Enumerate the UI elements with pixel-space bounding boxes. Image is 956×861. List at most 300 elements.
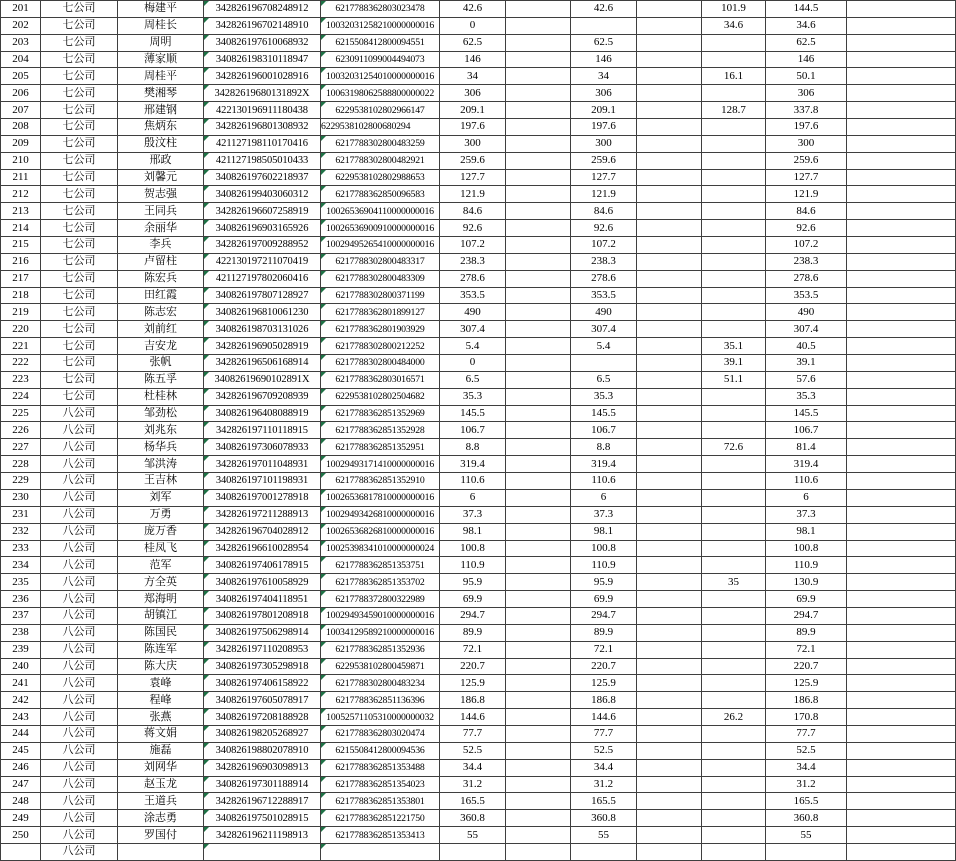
name-cell[interactable]: 杨华兵 (118, 439, 204, 456)
bank-account-cell[interactable]: 10026536904110000000016 (321, 203, 440, 220)
row-number-cell[interactable]: 238 (1, 624, 41, 641)
blank-cell[interactable] (506, 135, 571, 152)
id-number-cell[interactable]: 340826198310118947 (204, 51, 321, 68)
total-amount-cell[interactable]: 52.5 (766, 742, 847, 759)
amount2-cell[interactable]: 106.7 (571, 422, 637, 439)
blank-cell[interactable] (847, 641, 956, 658)
total-amount-cell[interactable]: 353.5 (766, 287, 847, 304)
company-cell[interactable]: 八公司 (41, 827, 118, 844)
row-number-cell[interactable]: 215 (1, 237, 41, 254)
company-cell[interactable]: 七公司 (41, 270, 118, 287)
amount3-cell[interactable] (702, 557, 766, 574)
amount1-cell[interactable]: 72.1 (440, 641, 506, 658)
row-number-cell[interactable]: 202 (1, 17, 41, 34)
amount3-cell[interactable]: 51.1 (702, 371, 766, 388)
blank-cell[interactable] (506, 523, 571, 540)
amount2-cell[interactable]: 360.8 (571, 810, 637, 827)
total-amount-cell[interactable]: 84.6 (766, 203, 847, 220)
blank-cell[interactable] (506, 827, 571, 844)
bank-account-cell[interactable]: 6217788302800371199 (321, 287, 440, 304)
row-number-cell[interactable]: 210 (1, 152, 41, 169)
blank-cell[interactable] (637, 607, 702, 624)
amount3-cell[interactable] (702, 843, 766, 860)
name-cell[interactable]: 余丽华 (118, 220, 204, 237)
amount1-cell[interactable]: 110.6 (440, 473, 506, 490)
blank-cell[interactable] (506, 422, 571, 439)
company-cell[interactable]: 八公司 (41, 776, 118, 793)
amount3-cell[interactable] (702, 810, 766, 827)
name-cell[interactable]: 张帆 (118, 355, 204, 372)
blank-cell[interactable] (506, 388, 571, 405)
blank-cell[interactable] (506, 658, 571, 675)
bank-account-cell[interactable] (321, 843, 440, 860)
amount2-cell[interactable]: 5.4 (571, 338, 637, 355)
bank-account-cell[interactable]: 6217788362851353801 (321, 793, 440, 810)
row-number-cell[interactable]: 229 (1, 473, 41, 490)
bank-account-cell[interactable]: 6217788362850096583 (321, 186, 440, 203)
blank-cell[interactable] (637, 85, 702, 102)
id-number-cell[interactable]: 421127198110170416 (204, 135, 321, 152)
blank-cell[interactable] (847, 725, 956, 742)
blank-cell[interactable] (506, 51, 571, 68)
id-number-cell[interactable]: 340826197602218937 (204, 169, 321, 186)
total-amount-cell[interactable]: 220.7 (766, 658, 847, 675)
blank-cell[interactable] (847, 1, 956, 18)
amount2-cell[interactable]: 125.9 (571, 675, 637, 692)
blank-cell[interactable] (506, 253, 571, 270)
amount3-cell[interactable] (702, 34, 766, 51)
bank-account-cell[interactable]: 10026536826810000000016 (321, 523, 440, 540)
name-cell[interactable]: 陈五孚 (118, 371, 204, 388)
blank-cell[interactable] (637, 34, 702, 51)
total-amount-cell[interactable]: 110.6 (766, 473, 847, 490)
amount1-cell[interactable]: 37.3 (440, 506, 506, 523)
blank-cell[interactable] (847, 709, 956, 726)
bank-account-cell[interactable]: 6229538102800680294 (321, 119, 440, 136)
blank-cell[interactable] (637, 776, 702, 793)
bank-account-cell[interactable]: 6217788372800322989 (321, 591, 440, 608)
amount3-cell[interactable] (702, 759, 766, 776)
amount1-cell[interactable]: 35.3 (440, 388, 506, 405)
row-number-cell[interactable]: 227 (1, 439, 41, 456)
id-number-cell[interactable]: 342826196610028954 (204, 540, 321, 557)
name-cell[interactable]: 王吉林 (118, 473, 204, 490)
amount2-cell[interactable]: 490 (571, 304, 637, 321)
amount3-cell[interactable]: 101.9 (702, 1, 766, 18)
bank-account-cell[interactable]: 6217788362803023478 (321, 1, 440, 18)
company-cell[interactable]: 八公司 (41, 591, 118, 608)
id-number-cell[interactable]: 340826197605078917 (204, 692, 321, 709)
blank-cell[interactable] (506, 456, 571, 473)
blank-cell[interactable] (506, 405, 571, 422)
total-amount-cell[interactable]: 50.1 (766, 68, 847, 85)
amount2-cell[interactable]: 100.8 (571, 540, 637, 557)
total-amount-cell[interactable]: 34.6 (766, 17, 847, 34)
blank-cell[interactable] (637, 422, 702, 439)
name-cell[interactable]: 罗国付 (118, 827, 204, 844)
amount1-cell[interactable]: 186.8 (440, 692, 506, 709)
amount1-cell[interactable]: 127.7 (440, 169, 506, 186)
name-cell[interactable]: 焦炳东 (118, 119, 204, 136)
amount1-cell[interactable]: 353.5 (440, 287, 506, 304)
total-amount-cell[interactable]: 100.8 (766, 540, 847, 557)
amount1-cell[interactable]: 125.9 (440, 675, 506, 692)
blank-cell[interactable] (847, 523, 956, 540)
amount1-cell[interactable]: 294.7 (440, 607, 506, 624)
id-number-cell[interactable]: 342826196712288917 (204, 793, 321, 810)
bank-account-cell[interactable]: 6217788302800483259 (321, 135, 440, 152)
amount2-cell[interactable]: 165.5 (571, 793, 637, 810)
blank-cell[interactable] (637, 237, 702, 254)
row-number-cell[interactable]: 243 (1, 709, 41, 726)
bank-account-cell[interactable]: 6217788362801903929 (321, 321, 440, 338)
blank-cell[interactable] (506, 237, 571, 254)
row-number-cell[interactable]: 221 (1, 338, 41, 355)
amount1-cell[interactable]: 238.3 (440, 253, 506, 270)
blank-cell[interactable] (637, 119, 702, 136)
amount3-cell[interactable] (702, 607, 766, 624)
row-number-cell[interactable]: 205 (1, 68, 41, 85)
amount3-cell[interactable]: 34.6 (702, 17, 766, 34)
amount3-cell[interactable] (702, 827, 766, 844)
amount2-cell[interactable]: 55 (571, 827, 637, 844)
id-number-cell[interactable]: 342826196708248912 (204, 1, 321, 18)
name-cell[interactable]: 程峰 (118, 692, 204, 709)
amount2-cell[interactable]: 8.8 (571, 439, 637, 456)
amount1-cell[interactable]: 121.9 (440, 186, 506, 203)
bank-account-cell[interactable]: 10032031258210000000016 (321, 17, 440, 34)
amount2-cell[interactable]: 31.2 (571, 776, 637, 793)
blank-cell[interactable] (847, 489, 956, 506)
total-amount-cell[interactable]: 121.9 (766, 186, 847, 203)
amount3-cell[interactable] (702, 169, 766, 186)
name-cell[interactable]: 陈志宏 (118, 304, 204, 321)
amount1-cell[interactable]: 145.5 (440, 405, 506, 422)
amount1-cell[interactable]: 8.8 (440, 439, 506, 456)
blank-cell[interactable] (847, 742, 956, 759)
row-number-cell[interactable]: 231 (1, 506, 41, 523)
amount1-cell[interactable]: 197.6 (440, 119, 506, 136)
blank-cell[interactable] (637, 506, 702, 523)
name-cell[interactable]: 殷汶柱 (118, 135, 204, 152)
company-cell[interactable]: 八公司 (41, 473, 118, 490)
blank-cell[interactable] (637, 641, 702, 658)
row-number-cell[interactable]: 237 (1, 607, 41, 624)
blank-cell[interactable] (506, 439, 571, 456)
row-number-cell[interactable]: 223 (1, 371, 41, 388)
blank-cell[interactable] (847, 34, 956, 51)
blank-cell[interactable] (847, 658, 956, 675)
blank-cell[interactable] (847, 119, 956, 136)
company-cell[interactable]: 八公司 (41, 439, 118, 456)
total-amount-cell[interactable]: 197.6 (766, 119, 847, 136)
amount3-cell[interactable] (702, 220, 766, 237)
total-amount-cell[interactable]: 89.9 (766, 624, 847, 641)
company-cell[interactable]: 七公司 (41, 34, 118, 51)
amount3-cell[interactable] (702, 776, 766, 793)
total-amount-cell[interactable]: 337.8 (766, 102, 847, 119)
id-number-cell[interactable]: 340826197001278918 (204, 489, 321, 506)
id-number-cell[interactable]: 421127197802060416 (204, 270, 321, 287)
row-number-cell[interactable]: 220 (1, 321, 41, 338)
company-cell[interactable]: 七公司 (41, 338, 118, 355)
name-cell[interactable]: 庞万香 (118, 523, 204, 540)
id-number-cell[interactable]: 340826197501028915 (204, 810, 321, 827)
row-number-cell[interactable]: 207 (1, 102, 41, 119)
blank-cell[interactable] (506, 68, 571, 85)
blank-cell[interactable] (847, 338, 956, 355)
blank-cell[interactable] (637, 321, 702, 338)
bank-account-cell[interactable]: 6217788362851352969 (321, 405, 440, 422)
total-amount-cell[interactable]: 300 (766, 135, 847, 152)
blank-cell[interactable] (506, 220, 571, 237)
bank-account-cell[interactable]: 10026536817810000000016 (321, 489, 440, 506)
name-cell[interactable]: 邹劲松 (118, 405, 204, 422)
amount3-cell[interactable] (702, 287, 766, 304)
row-number-cell[interactable]: 213 (1, 203, 41, 220)
company-cell[interactable]: 七公司 (41, 152, 118, 169)
bank-account-cell[interactable]: 10034129589210000000016 (321, 624, 440, 641)
bank-account-cell[interactable]: 6230911099004494073 (321, 51, 440, 68)
amount2-cell[interactable]: 197.6 (571, 119, 637, 136)
company-cell[interactable]: 八公司 (41, 793, 118, 810)
amount3-cell[interactable] (702, 473, 766, 490)
row-number-cell[interactable]: 245 (1, 742, 41, 759)
bank-account-cell[interactable]: 6217788302800212252 (321, 338, 440, 355)
company-cell[interactable]: 七公司 (41, 51, 118, 68)
company-cell[interactable]: 七公司 (41, 355, 118, 372)
blank-cell[interactable] (506, 102, 571, 119)
row-number-cell[interactable]: 222 (1, 355, 41, 372)
bank-account-cell[interactable]: 6217788362851352910 (321, 473, 440, 490)
row-number-cell[interactable]: 226 (1, 422, 41, 439)
amount1-cell[interactable]: 0 (440, 17, 506, 34)
total-amount-cell[interactable]: 40.5 (766, 338, 847, 355)
blank-cell[interactable] (637, 405, 702, 422)
row-number-cell[interactable]: 241 (1, 675, 41, 692)
blank-cell[interactable] (847, 506, 956, 523)
amount2-cell[interactable]: 121.9 (571, 186, 637, 203)
bank-account-cell[interactable]: 10052571105310000000032 (321, 709, 440, 726)
blank-cell[interactable] (847, 843, 956, 860)
amount2-cell[interactable]: 107.2 (571, 237, 637, 254)
bank-account-cell[interactable]: 6229538102802966147 (321, 102, 440, 119)
id-number-cell[interactable]: 340826197305298918 (204, 658, 321, 675)
blank-cell[interactable] (506, 355, 571, 372)
amount2-cell[interactable]: 319.4 (571, 456, 637, 473)
blank-cell[interactable] (506, 810, 571, 827)
amount2-cell[interactable]: 35.3 (571, 388, 637, 405)
id-number-cell[interactable]: 340826197506298914 (204, 624, 321, 641)
amount2-cell[interactable]: 37.3 (571, 506, 637, 523)
blank-cell[interactable] (847, 169, 956, 186)
company-cell[interactable]: 八公司 (41, 456, 118, 473)
amount3-cell[interactable] (702, 489, 766, 506)
id-number-cell[interactable]: 340826197208188928 (204, 709, 321, 726)
blank-cell[interactable] (637, 624, 702, 641)
blank-cell[interactable] (847, 607, 956, 624)
amount1-cell[interactable]: 106.7 (440, 422, 506, 439)
blank-cell[interactable] (506, 540, 571, 557)
blank-cell[interactable] (637, 675, 702, 692)
row-number-cell[interactable]: 250 (1, 827, 41, 844)
name-cell[interactable]: 刘兆东 (118, 422, 204, 439)
company-cell[interactable]: 八公司 (41, 810, 118, 827)
id-number-cell[interactable]: 342826197110118915 (204, 422, 321, 439)
blank-cell[interactable] (506, 473, 571, 490)
row-number-cell[interactable]: 236 (1, 591, 41, 608)
amount1-cell[interactable]: 259.6 (440, 152, 506, 169)
amount2-cell[interactable]: 146 (571, 51, 637, 68)
amount1-cell[interactable] (440, 843, 506, 860)
amount2-cell[interactable]: 110.6 (571, 473, 637, 490)
amount2-cell[interactable]: 353.5 (571, 287, 637, 304)
company-cell[interactable]: 八公司 (41, 624, 118, 641)
total-amount-cell[interactable]: 127.7 (766, 169, 847, 186)
name-cell[interactable]: 梅建平 (118, 1, 204, 18)
amount2-cell[interactable]: 307.4 (571, 321, 637, 338)
blank-cell[interactable] (847, 540, 956, 557)
amount1-cell[interactable]: 278.6 (440, 270, 506, 287)
company-cell[interactable]: 七公司 (41, 135, 118, 152)
blank-cell[interactable] (847, 17, 956, 34)
id-number-cell[interactable]: 340826197406158922 (204, 675, 321, 692)
bank-account-cell[interactable]: 6217788362851352928 (321, 422, 440, 439)
amount1-cell[interactable]: 6 (440, 489, 506, 506)
blank-cell[interactable] (847, 473, 956, 490)
amount2-cell[interactable] (571, 843, 637, 860)
total-amount-cell[interactable]: 146 (766, 51, 847, 68)
amount3-cell[interactable] (702, 456, 766, 473)
name-cell[interactable] (118, 843, 204, 860)
amount1-cell[interactable]: 307.4 (440, 321, 506, 338)
amount3-cell[interactable] (702, 388, 766, 405)
name-cell[interactable]: 涂志勇 (118, 810, 204, 827)
row-number-cell[interactable]: 217 (1, 270, 41, 287)
bank-account-cell[interactable]: 6217788362851353488 (321, 759, 440, 776)
company-cell[interactable]: 八公司 (41, 675, 118, 692)
amount3-cell[interactable]: 26.2 (702, 709, 766, 726)
blank-cell[interactable] (637, 355, 702, 372)
amount2-cell[interactable]: 259.6 (571, 152, 637, 169)
row-number-cell[interactable]: 232 (1, 523, 41, 540)
bank-account-cell[interactable]: 6217788362851353751 (321, 557, 440, 574)
total-amount-cell[interactable]: 278.6 (766, 270, 847, 287)
amount1-cell[interactable]: 5.4 (440, 338, 506, 355)
blank-cell[interactable] (847, 85, 956, 102)
company-cell[interactable]: 七公司 (41, 304, 118, 321)
blank-cell[interactable] (506, 624, 571, 641)
blank-cell[interactable] (637, 287, 702, 304)
name-cell[interactable]: 邹洪涛 (118, 456, 204, 473)
name-cell[interactable]: 王道兵 (118, 793, 204, 810)
row-number-cell[interactable]: 248 (1, 793, 41, 810)
row-number-cell[interactable]: 228 (1, 456, 41, 473)
blank-cell[interactable] (506, 675, 571, 692)
name-cell[interactable]: 王同兵 (118, 203, 204, 220)
blank-cell[interactable] (637, 169, 702, 186)
blank-cell[interactable] (506, 742, 571, 759)
blank-cell[interactable] (847, 810, 956, 827)
company-cell[interactable]: 七公司 (41, 220, 118, 237)
amount2-cell[interactable]: 294.7 (571, 607, 637, 624)
total-amount-cell[interactable]: 55 (766, 827, 847, 844)
id-number-cell[interactable]: 342826196702148910 (204, 17, 321, 34)
name-cell[interactable]: 贺志强 (118, 186, 204, 203)
id-number-cell[interactable]: 422130196911180438 (204, 102, 321, 119)
name-cell[interactable]: 杜桂林 (118, 388, 204, 405)
row-number-cell[interactable]: 234 (1, 557, 41, 574)
company-cell[interactable]: 八公司 (41, 523, 118, 540)
amount1-cell[interactable]: 98.1 (440, 523, 506, 540)
amount3-cell[interactable] (702, 152, 766, 169)
company-cell[interactable]: 八公司 (41, 540, 118, 557)
bank-account-cell[interactable]: 6217788362851354023 (321, 776, 440, 793)
amount2-cell[interactable]: 238.3 (571, 253, 637, 270)
id-number-cell[interactable]: 340826196903165926 (204, 220, 321, 237)
company-cell[interactable]: 七公司 (41, 371, 118, 388)
blank-cell[interactable] (506, 591, 571, 608)
amount2-cell[interactable]: 306 (571, 85, 637, 102)
name-cell[interactable]: 吉安龙 (118, 338, 204, 355)
blank-cell[interactable] (506, 709, 571, 726)
amount1-cell[interactable]: 92.6 (440, 220, 506, 237)
total-amount-cell[interactable]: 238.3 (766, 253, 847, 270)
amount3-cell[interactable] (702, 203, 766, 220)
amount3-cell[interactable]: 35 (702, 574, 766, 591)
amount1-cell[interactable]: 146 (440, 51, 506, 68)
id-number-cell[interactable]: 342826197009288952 (204, 237, 321, 254)
amount3-cell[interactable] (702, 237, 766, 254)
blank-cell[interactable] (847, 776, 956, 793)
name-cell[interactable]: 胡镇江 (118, 607, 204, 624)
row-number-cell[interactable]: 208 (1, 119, 41, 136)
amount2-cell[interactable] (571, 17, 637, 34)
company-cell[interactable]: 七公司 (41, 287, 118, 304)
company-cell[interactable]: 七公司 (41, 169, 118, 186)
blank-cell[interactable] (637, 152, 702, 169)
bank-account-cell[interactable]: 6217788302800484000 (321, 355, 440, 372)
row-number-cell[interactable]: 233 (1, 540, 41, 557)
row-number-cell[interactable]: 216 (1, 253, 41, 270)
amount2-cell[interactable]: 42.6 (571, 1, 637, 18)
blank-cell[interactable] (637, 371, 702, 388)
amount3-cell[interactable] (702, 85, 766, 102)
amount3-cell[interactable] (702, 119, 766, 136)
id-number-cell[interactable]: 340826197610058929 (204, 574, 321, 591)
id-number-cell[interactable]: 340826197301188914 (204, 776, 321, 793)
blank-cell[interactable] (637, 102, 702, 119)
amount3-cell[interactable] (702, 321, 766, 338)
row-number-cell[interactable]: 218 (1, 287, 41, 304)
row-number-cell[interactable]: 203 (1, 34, 41, 51)
blank-cell[interactable] (847, 102, 956, 119)
bank-account-cell[interactable]: 10029493459010000000016 (321, 607, 440, 624)
bank-account-cell[interactable]: 6229538102802504682 (321, 388, 440, 405)
row-number-cell[interactable]: 244 (1, 725, 41, 742)
name-cell[interactable]: 刘馨元 (118, 169, 204, 186)
blank-cell[interactable] (637, 523, 702, 540)
amount2-cell[interactable]: 6 (571, 489, 637, 506)
amount2-cell[interactable]: 209.1 (571, 102, 637, 119)
amount3-cell[interactable]: 39.1 (702, 355, 766, 372)
blank-cell[interactable] (637, 742, 702, 759)
amount3-cell[interactable] (702, 793, 766, 810)
total-amount-cell[interactable]: 307.4 (766, 321, 847, 338)
name-cell[interactable]: 郑海明 (118, 591, 204, 608)
amount2-cell[interactable]: 278.6 (571, 270, 637, 287)
blank-cell[interactable] (637, 810, 702, 827)
